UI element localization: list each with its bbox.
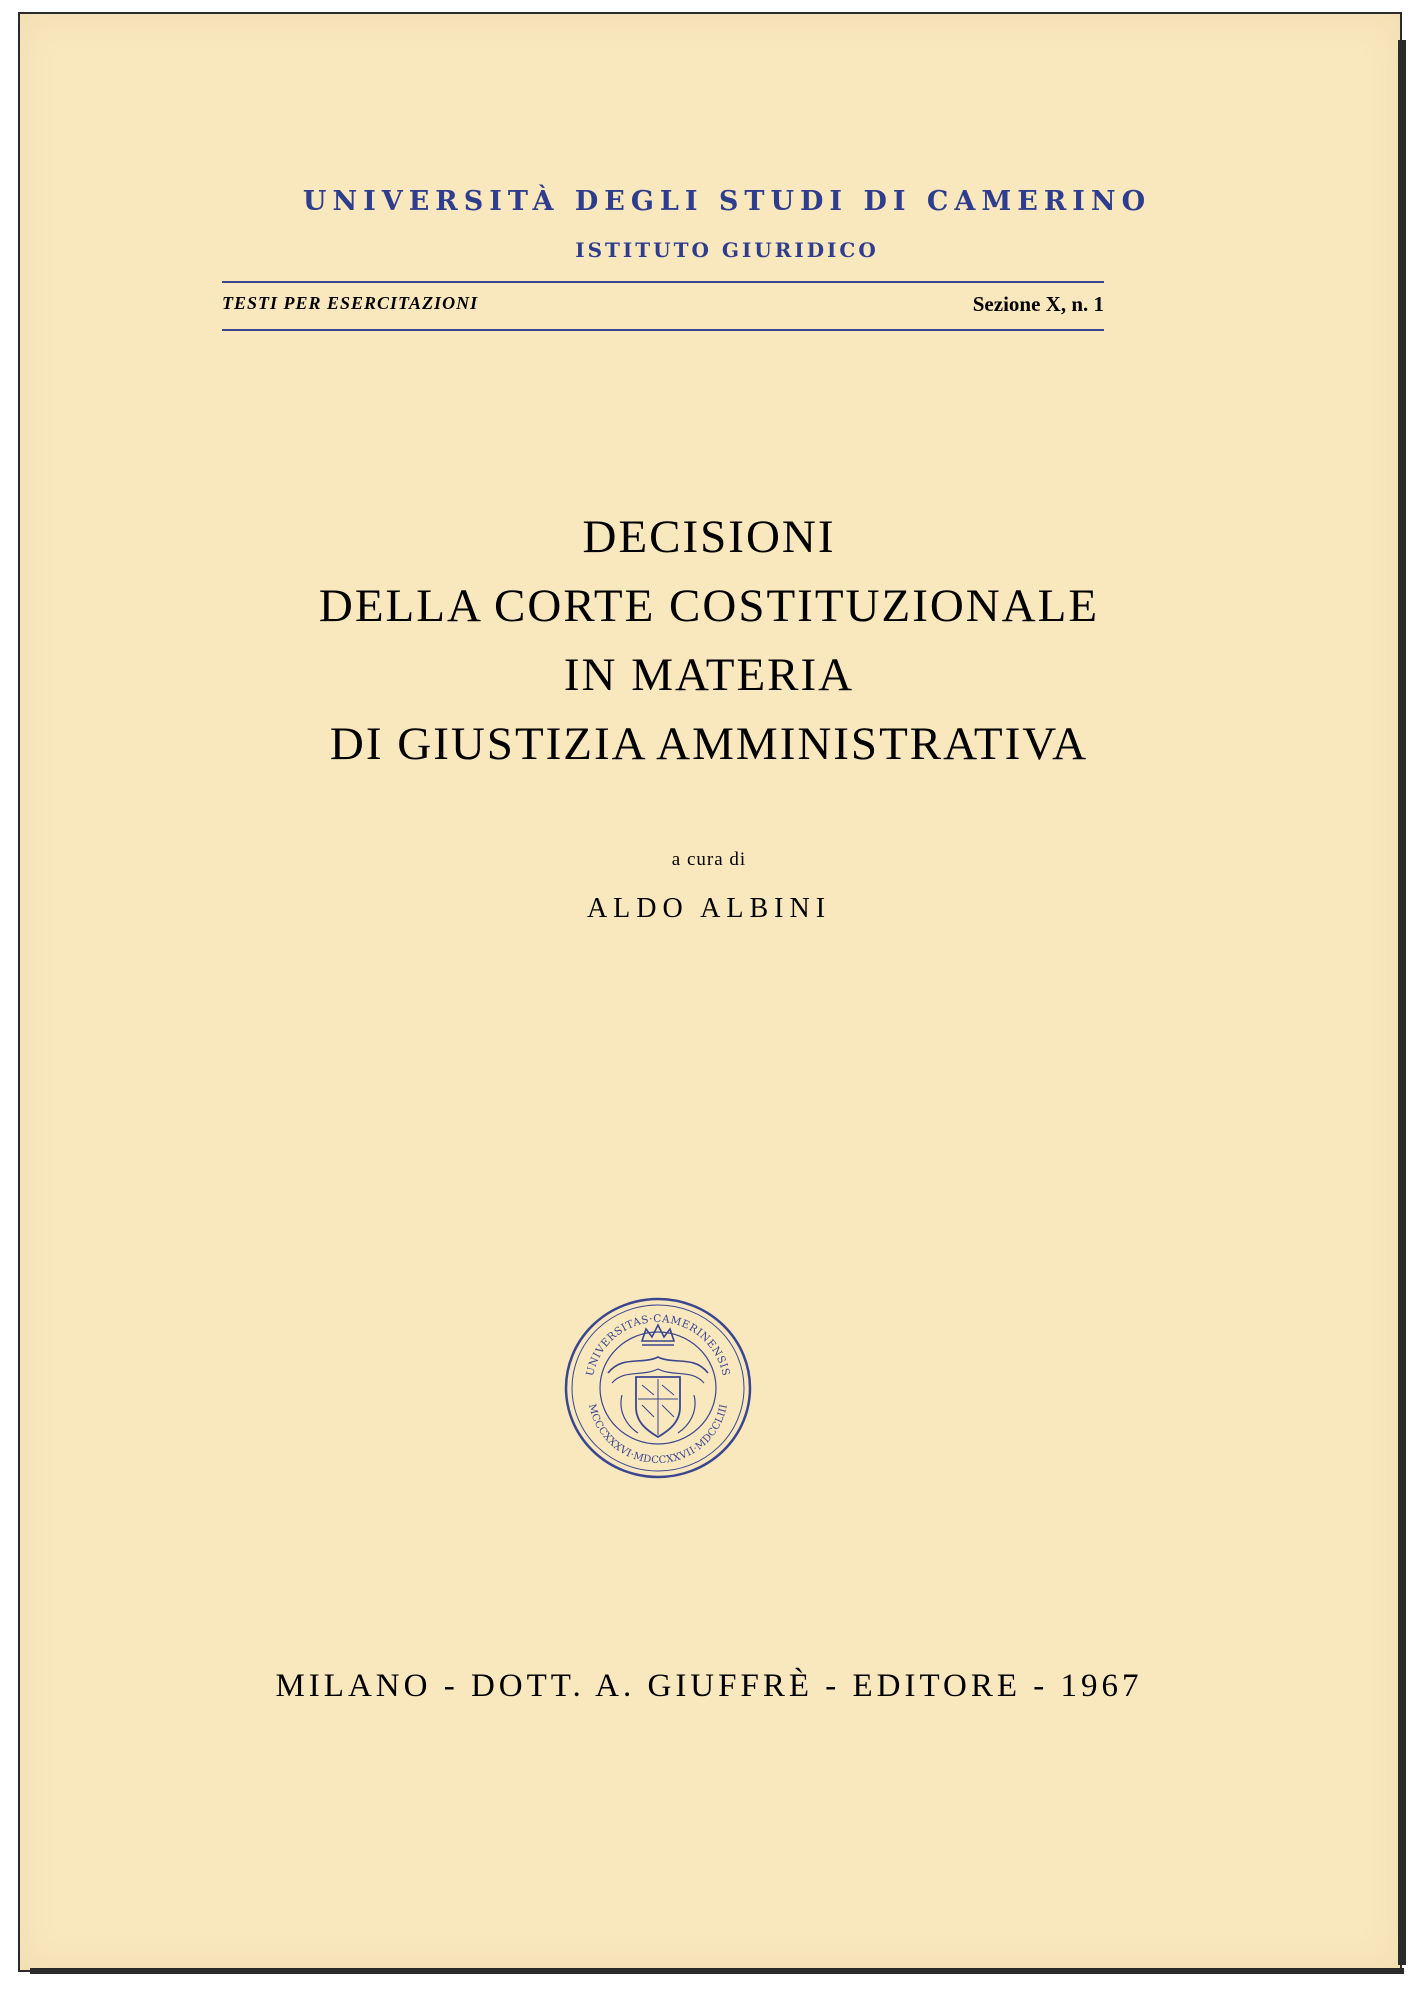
institute-name: ISTITUTO GIURIDICO: [575, 238, 879, 262]
section-number: Sezione X, n. 1: [972, 292, 1104, 316]
seal-bottom-text: MCCCXXXVI·MDCCXXVII·MDCCLIII: [585, 1402, 730, 1467]
curator-name: ALDO ALBINI: [586, 893, 832, 924]
curator-label: a cura di: [671, 849, 747, 870]
university-name: UNIVERSITÀ DEGLI STUDI DI CAMERINO: [302, 186, 1152, 217]
title-line: DELLA CORTE COSTITUZIONALE: [318, 580, 1100, 632]
title-line: IN MATERIA: [563, 649, 855, 701]
series-title: TESTI PER ESERCITAZIONI: [222, 293, 479, 313]
header-rule-bottom: [222, 329, 1104, 331]
seal-top-text: UNIVERSITAS·CAMERINENSIS: [584, 1312, 732, 1378]
title-line: DI GIUSTIZIA AMMINISTRATIVA: [329, 718, 1089, 770]
title-line: DECISIONI: [582, 511, 836, 563]
page-edge-bottom: [30, 1968, 1404, 1974]
book-title: [0, 503, 1418, 779]
publisher-imprint: MILANO - DOTT. A. GIUFFRÈ - EDITORE - 1967: [275, 1668, 1143, 1704]
page-edge-right: [1398, 40, 1406, 1965]
university-seal-icon: [562, 1295, 754, 1481]
header-rule-top: [222, 281, 1104, 283]
